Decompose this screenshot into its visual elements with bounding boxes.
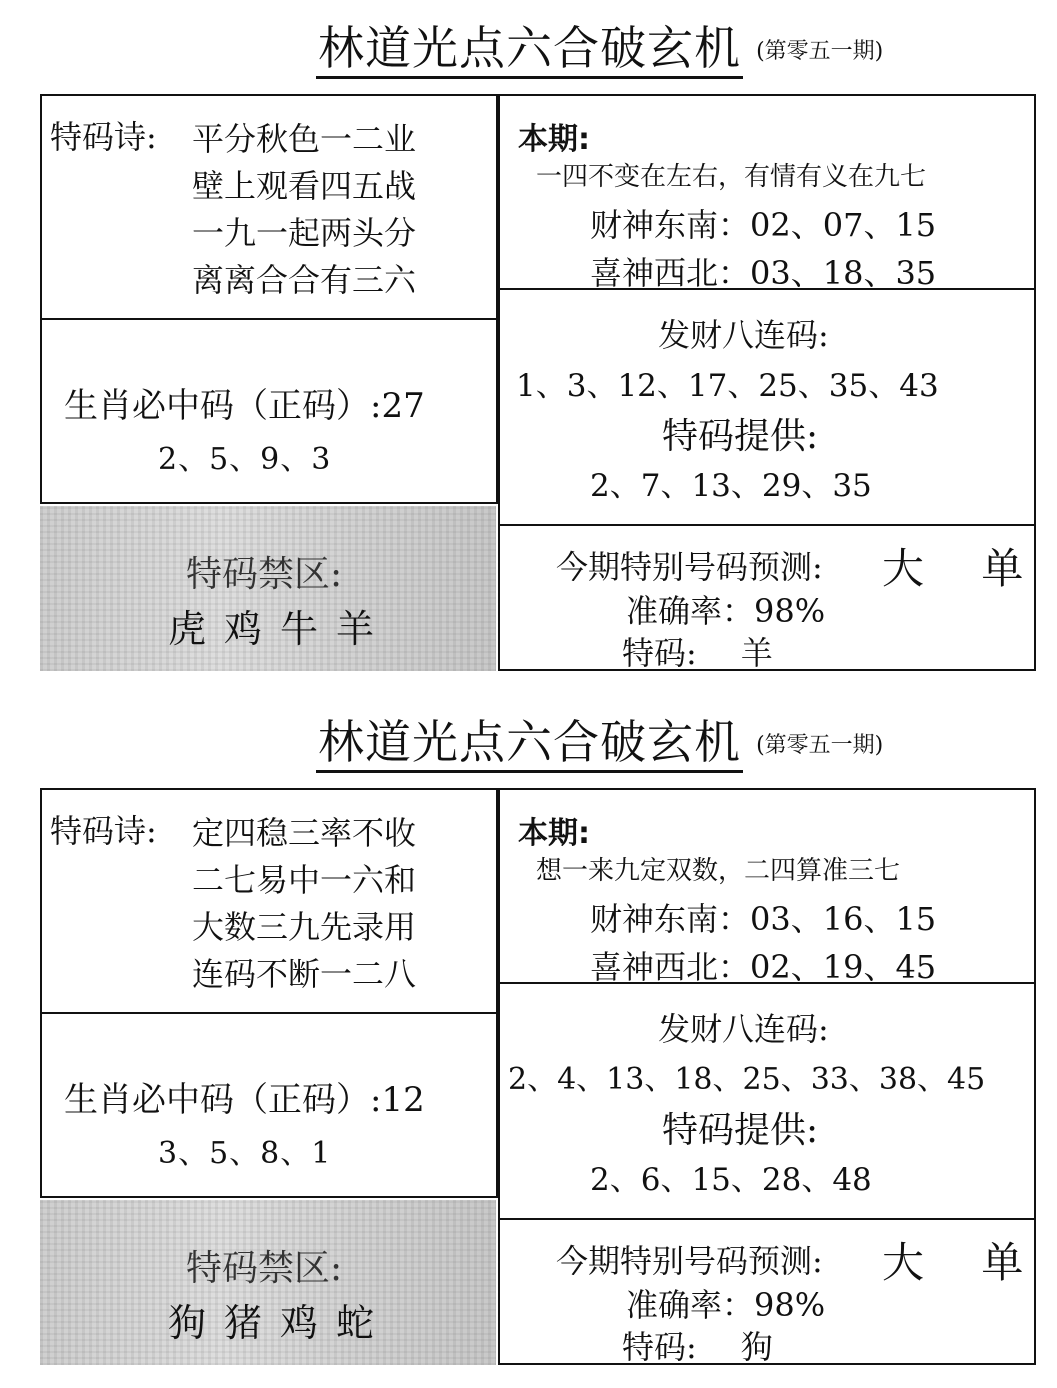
fortune-nums: 2、4、13、18、25、33、38、45 — [508, 1062, 986, 1097]
wealth-god: 财神东南：02、07、15 — [590, 206, 937, 244]
issue-number: (第零五一期) — [756, 39, 884, 64]
divider — [500, 1218, 1034, 1220]
zodiac-label: 生肖必中码（正码）: — [64, 1080, 382, 1120]
zodiac-number: 12 — [381, 1080, 425, 1120]
tema-line — [622, 1322, 773, 1368]
sheet-frame — [40, 788, 1037, 1365]
forbidden-zone — [40, 506, 496, 671]
poem-line: 大数三九先录用 — [192, 908, 417, 946]
fortune-label: 发财八连码: — [658, 1010, 829, 1048]
joy-god: 喜神西北：03、18、35 — [590, 254, 937, 292]
zodiac-line — [64, 378, 425, 427]
poem-line: 二七易中一六和 — [192, 861, 417, 899]
zodiac-label: 生肖必中码（正码）: — [64, 386, 382, 426]
current-label: 本期: — [518, 122, 590, 157]
poem-line: 一九一起两头分 — [192, 214, 417, 252]
page-title: 林道光点六合破玄机 — [316, 714, 743, 773]
divider — [500, 524, 1034, 526]
prediction-value: 大 单 — [882, 1238, 1024, 1287]
prediction-label: 今期特别号码预测: — [556, 1242, 823, 1280]
poem — [192, 810, 416, 998]
special-label: 特码提供: — [662, 1110, 819, 1151]
forbid-label: 特码禁区: — [186, 554, 343, 595]
tema-value: 羊 — [740, 634, 773, 672]
prediction-value: 大 单 — [882, 544, 1024, 593]
poem-line: 连码不断一二八 — [192, 955, 417, 993]
fortune-label: 发财八连码: — [658, 316, 829, 354]
special-label: 特码提供: — [662, 416, 819, 457]
prediction-label: 今期特别号码预测: — [556, 548, 823, 586]
special-nums: 2、7、13、29、35 — [590, 468, 872, 504]
zodiac-nums: 2、5、9、3 — [158, 442, 332, 477]
zodiac-nums: 3、5、8、1 — [158, 1136, 332, 1171]
issue-number: (第零五一期) — [756, 733, 884, 758]
fortune-nums: 1、3、12、17、25、35、43 — [516, 368, 939, 404]
poem-line: 平分秋色一二业 — [192, 120, 417, 158]
zodiac-number: 27 — [381, 386, 425, 426]
left-panel — [40, 94, 498, 504]
right-panel — [498, 788, 1036, 1365]
divider — [500, 982, 1034, 984]
tema-label: 特码: — [622, 634, 697, 672]
special-nums: 2、6、15、28、48 — [590, 1162, 872, 1198]
poem — [192, 116, 416, 304]
forbid-values: 虎鸡牛羊 — [168, 607, 393, 651]
divider — [42, 318, 496, 320]
forbid-label: 特码禁区: — [186, 1248, 343, 1289]
poem-label: 特码诗: — [50, 812, 157, 850]
tema-line — [622, 628, 773, 674]
sheet-frame — [40, 94, 1037, 671]
accuracy: 准确率：98% — [626, 1286, 826, 1324]
right-panel — [498, 94, 1036, 671]
left-panel — [40, 788, 498, 1198]
poem-line: 定四稳三率不收 — [192, 814, 417, 852]
page-title: 林道光点六合破玄机 — [316, 20, 743, 79]
current-text: 一四不变在左右，有情有义在九七 — [536, 162, 927, 192]
current-text: 想一来九定双数，二四算准三七 — [536, 856, 901, 886]
zodiac-line — [64, 1072, 425, 1121]
poem-label: 特码诗: — [50, 118, 157, 156]
current-label: 本期: — [518, 816, 590, 851]
tema-value: 狗 — [740, 1328, 773, 1366]
forbid-values: 狗猪鸡蛇 — [168, 1301, 393, 1345]
divider — [500, 288, 1034, 290]
forbidden-zone — [40, 1200, 496, 1365]
divider — [42, 1012, 496, 1014]
poem-line: 壁上观看四五战 — [192, 167, 417, 205]
title-row — [316, 20, 883, 80]
poem-line: 离离合合有三六 — [192, 261, 417, 299]
joy-god: 喜神西北：02、19、45 — [590, 948, 937, 986]
title-row — [316, 714, 883, 774]
tema-label: 特码: — [622, 1328, 697, 1366]
accuracy: 准确率：98% — [626, 592, 826, 630]
wealth-god: 财神东南：03、16、15 — [590, 900, 937, 938]
